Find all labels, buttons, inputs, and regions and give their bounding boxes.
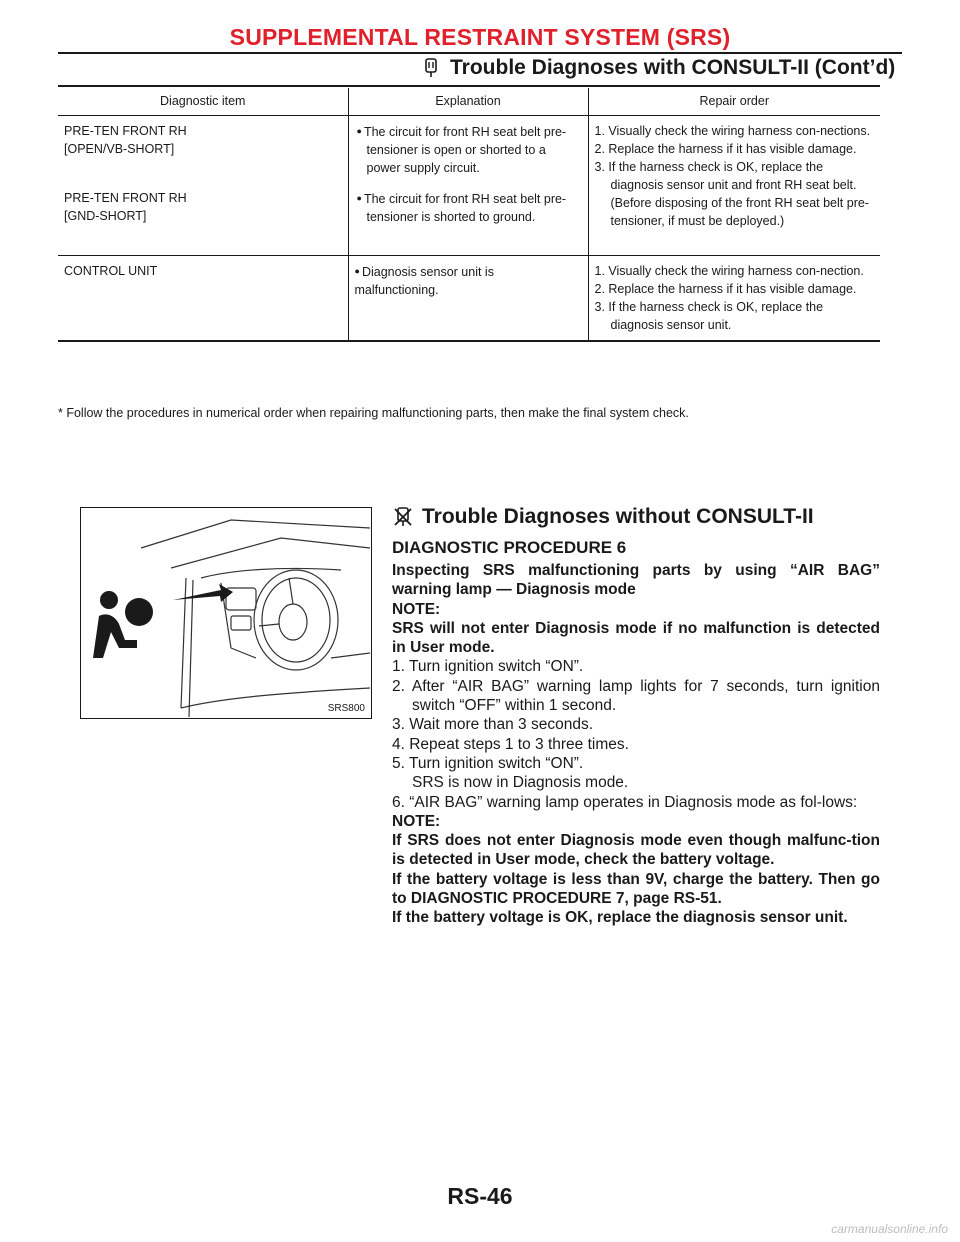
procedure-title: DIAGNOSTIC PROCEDURE 6 bbox=[392, 538, 627, 557]
explanation-cell: ● The circuit for front RH seat belt pre-tensioner is shorted to ground. bbox=[348, 183, 588, 256]
procedure-step: 2. After “AIR BAG” warning lamp lights for 7 seconds, turn ignition switch “OFF” within 1 second. bbox=[392, 677, 880, 715]
section2-title: Trouble Diagnoses without CONSULT-II bbox=[422, 505, 814, 528]
bullet-icon: ● bbox=[356, 126, 362, 136]
figure-label: SRS800 bbox=[327, 703, 365, 714]
no-consult-icon bbox=[392, 506, 414, 528]
consult-connector-icon bbox=[420, 57, 442, 79]
diagnostic-item-cell: PRE-TEN FRONT RH [GND-SHORT] bbox=[58, 183, 348, 256]
note-text: If the battery voltage is less than 9V, charge the battery. Then go to DIAGNOSTIC PROCEDURE 7, page RS-51. bbox=[392, 870, 880, 908]
repair-order-cell: 1. Visually check the wiring harness con-nections. 2. Replace the harness if it has visible damage. 3. If the harness check is OK, replace the diagnosis sensor unit and front RH seat belt. (Before disposing of the front RH seat belt pre-tensioner, if must be deployed.) bbox=[588, 116, 880, 256]
section2-heading bbox=[392, 505, 814, 529]
explanation-cell: ● Diagnosis sensor unit is malfunctioning. bbox=[348, 256, 588, 342]
diagnostic-table bbox=[58, 88, 880, 342]
section1-title: Trouble Diagnoses with CONSULT-II (Cont’d) bbox=[450, 56, 896, 79]
site-watermark: carmanualsonline.info bbox=[831, 1222, 948, 1236]
table-header-row bbox=[58, 88, 880, 116]
procedure-substep: SRS is now in Diagnosis mode. bbox=[412, 774, 629, 792]
airbag-dashboard-illustration bbox=[81, 508, 370, 717]
table-row bbox=[58, 256, 880, 342]
procedure-step: 5. Turn ignition switch “ON”. bbox=[392, 754, 584, 772]
section1-heading bbox=[420, 56, 895, 80]
procedure-step: 4. Repeat steps 1 to 3 three times. bbox=[392, 735, 629, 753]
bullet-icon: ● bbox=[356, 193, 362, 203]
explanation-cell: ● The circuit for front RH seat belt pre-tensioner is open or shorted to a power supply circuit. bbox=[348, 116, 588, 184]
bullet-icon: ● bbox=[354, 266, 360, 276]
footnote: * Follow the procedures in numerical order when repairing malfunctioning parts, then make the final system check. bbox=[58, 406, 689, 420]
repair-order-cell: 1. Visually check the wiring harness con-nection. 2. Replace the harness if it has visible damage. 3. If the harness check is OK, replace the diagnosis sensor unit. bbox=[588, 256, 880, 342]
procedure-body bbox=[392, 561, 880, 928]
header-rule bbox=[58, 52, 902, 54]
illustration-figure bbox=[80, 507, 372, 719]
column-header: Repair order bbox=[588, 88, 880, 116]
note-label: NOTE: bbox=[392, 600, 441, 618]
procedure-intro: Inspecting SRS malfunctioning parts by using “AIR BAG” warning lamp — Diagnosis mode bbox=[392, 562, 880, 599]
procedure-step: 6. “AIR BAG” warning lamp operates in Diagnosis mode as fol-lows: bbox=[392, 793, 858, 811]
note-label: NOTE: bbox=[392, 812, 441, 830]
table-row bbox=[58, 116, 880, 184]
diagnostic-item-cell: CONTROL UNIT bbox=[58, 256, 348, 342]
procedure-step: 1. Turn ignition switch “ON”. bbox=[392, 658, 584, 676]
note-text: SRS will not enter Diagnosis mode if no malfunction is detected in User mode. bbox=[392, 619, 880, 657]
column-header: Explanation bbox=[348, 88, 588, 116]
heading-rule bbox=[58, 85, 880, 87]
procedure-step: 3. Wait more than 3 seconds. bbox=[392, 716, 594, 734]
diagnostic-item-cell: PRE-TEN FRONT RH [OPEN/VB-SHORT] bbox=[64, 124, 187, 156]
page-number: RS-46 bbox=[447, 1183, 513, 1209]
note-text: If SRS does not enter Diagnosis mode even though malfunc-tion is detected in User mode, check the battery voltage. bbox=[392, 832, 880, 869]
note-text: If the battery voltage is OK, replace the diagnosis sensor unit. bbox=[392, 909, 848, 927]
header-title: SUPPLEMENTAL RESTRAINT SYSTEM (SRS) bbox=[229, 24, 731, 50]
column-header: Diagnostic item bbox=[58, 88, 348, 116]
